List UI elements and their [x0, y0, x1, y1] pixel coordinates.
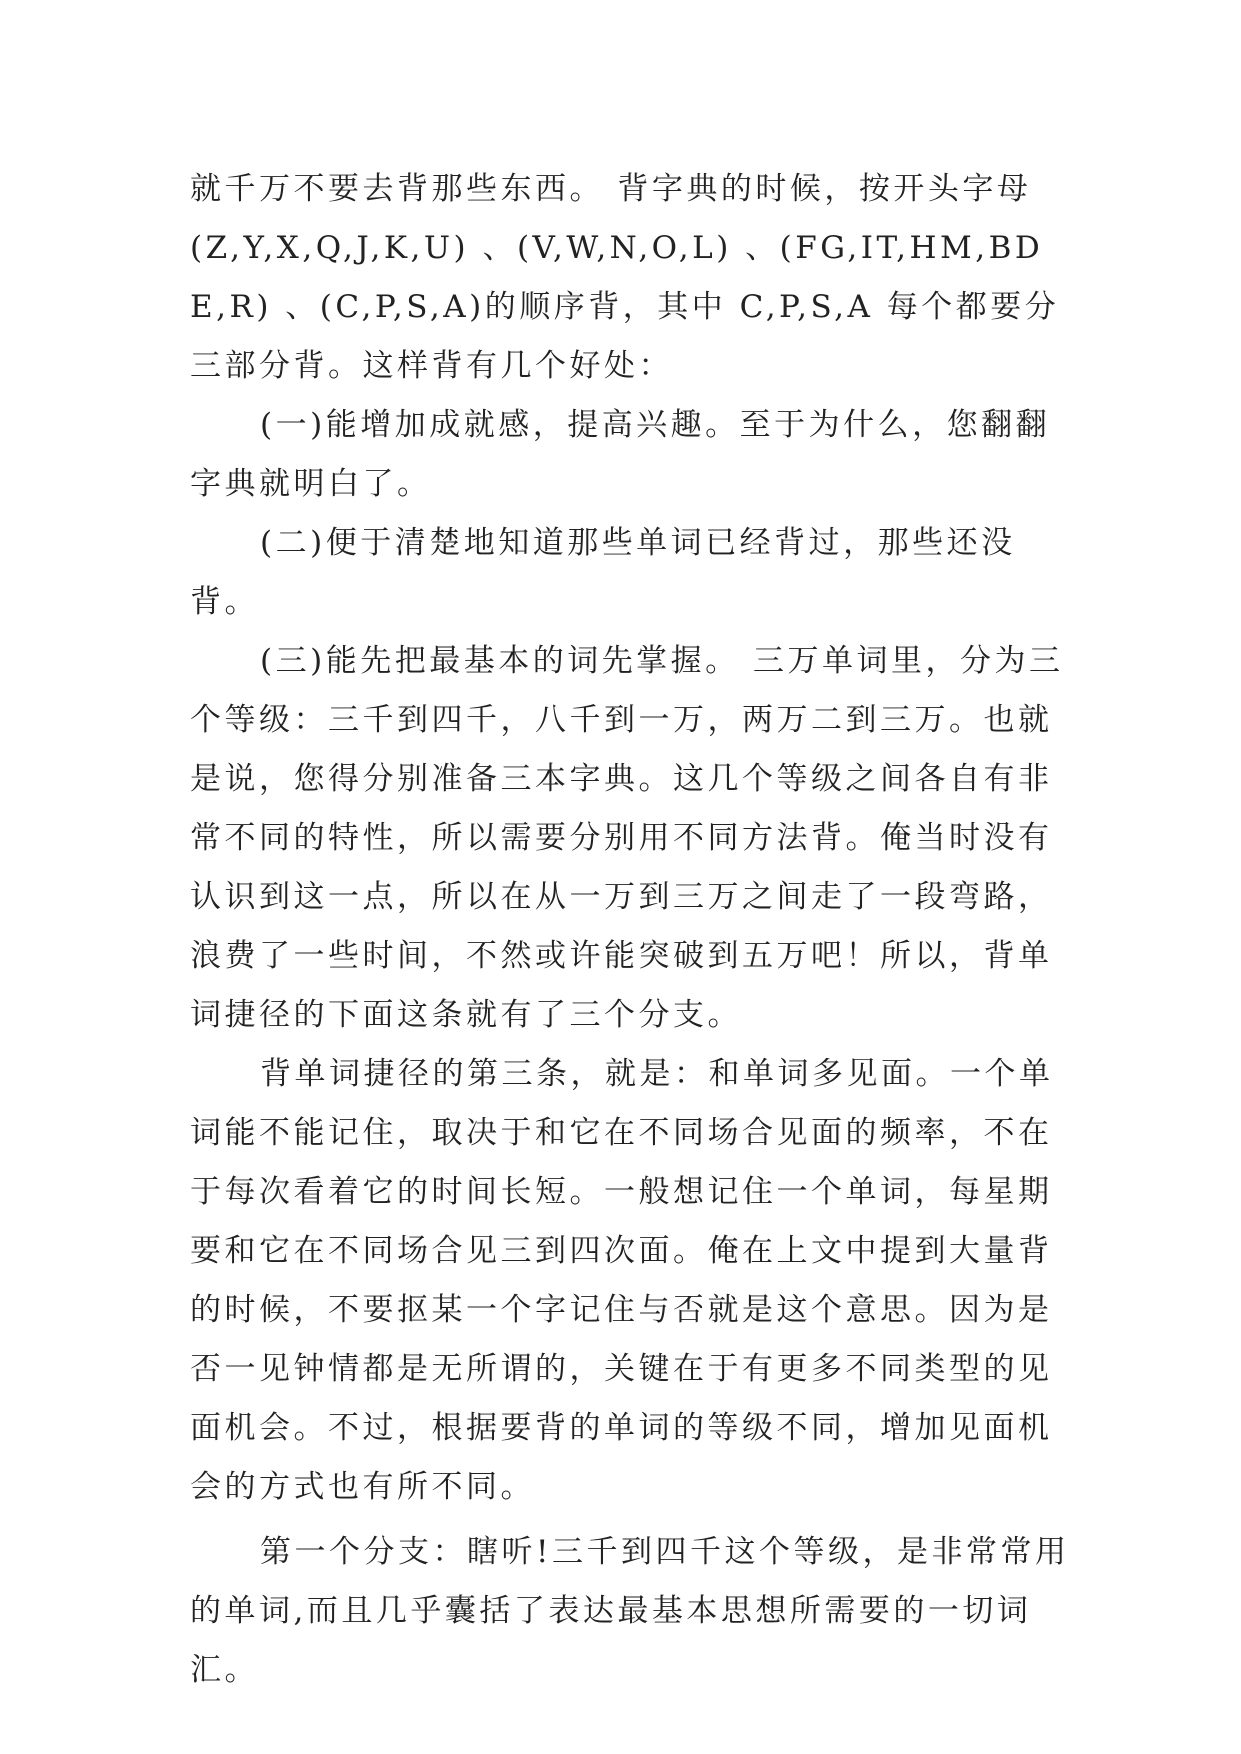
paragraph-continuation: 就千万不要去背那些东西。 背字典的时候，按开头字母(Z,Y,X,Q,J,K,U) 、(V,W,N,O,L) 、(FG,IT,HM,BDE,R) 、(C,P,S,A)的顺序背，其中 C,P,S,A 每个都要分三部分背。这样背有几个好处：	[190, 171, 1060, 384]
paragraph-third-shortcut: 背单词捷径的第三条，就是：和单词多见面。一个单词能不能记住，取决于和它在不同场合见面的频率，不在于每次看着它的时间长短。一般想记住一个单词，每星期要和它在不同场合见三到四次面。俺在上文中提到大量背的时候，不要抠某一个字记住与否就是这个意思。因为是否一见钟情都是无所谓的，关键在于有更多不同类型的见面机会。不过，根据要背的单词的等级不同，增加见面机会的方式也有所不同。	[190, 1056, 1054, 1505]
paragraph-benefit-one: (一)能增加成就感，提高兴趣。至于为什么，您翻翻字典就明白了。	[190, 407, 1051, 502]
paragraph-first-branch: 第一个分支：瞎听!三千到四千这个等级，是非常常用的单词,而且几乎囊括了表达最基本思想所需要的一切词汇。	[190, 1534, 1070, 1688]
document-body	[190, 160, 1070, 1700]
paragraph-benefit-three: (三)能先把最基本的词先掌握。 三万单词里，分为三个等级：三千到四千，八千到一万，两万二到三万。也就是说，您得分别准备三本字典。这几个等级之间各自有非常不同的特性，所以需要分别用不同方法背。俺当时没有认识到这一点，所以在从一万到三万之间走了一段弯路，浪费了一些时间，不然或许能突破到五万吧！所以，背单词捷径的下面这条就有了三个分支。	[190, 643, 1064, 1033]
paragraph-benefit-two: (二)便于清楚地知道那些单词已经背过，那些还没背。	[190, 525, 1016, 620]
